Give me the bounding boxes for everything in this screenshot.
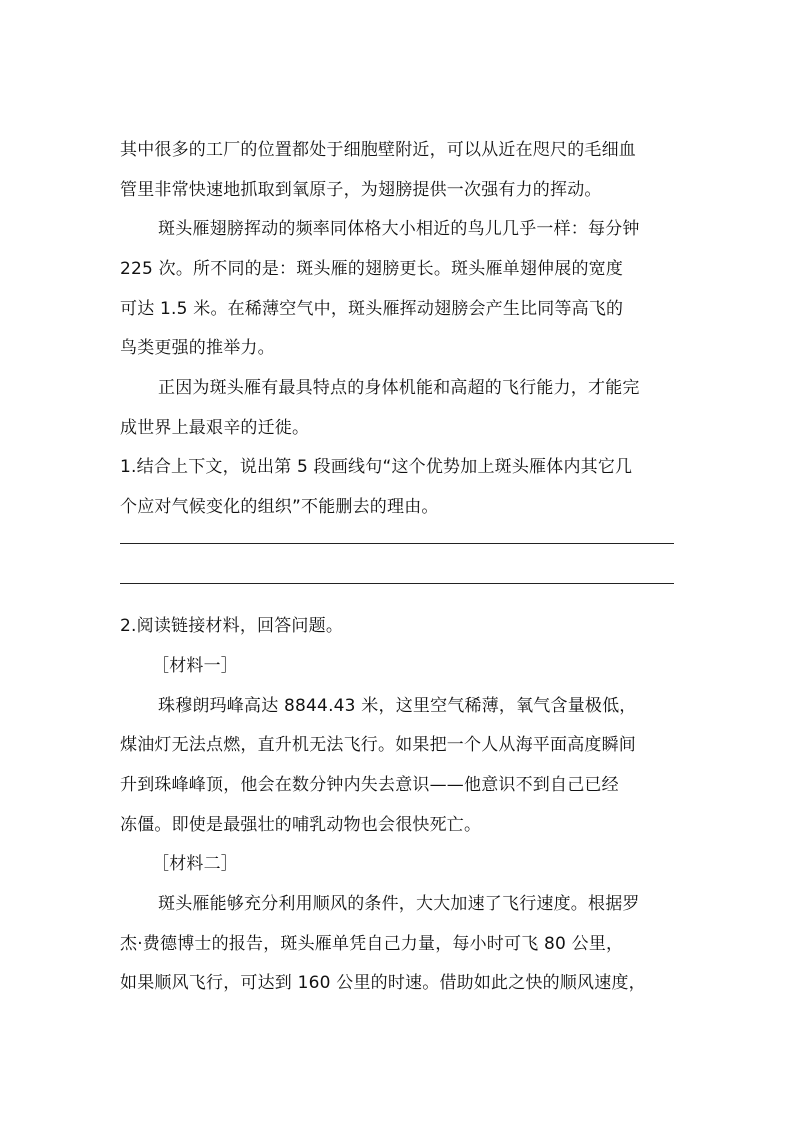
paragraph-line: 其中很多的工厂的位置都处于细胞壁附近，可以从近在咫尺的毛细血 [120, 140, 636, 160]
material-1-heading: ［材料一］ [152, 656, 238, 676]
answer-line[interactable] [120, 543, 674, 544]
paragraph-line: 鸟类更强的推举力。 [120, 338, 275, 358]
question-2-line: 2.阅读链接材料，回答问题。 [120, 616, 344, 636]
paragraph-line: 可达 1.5 米。在稀薄空气中，斑头雁挥动翅膀会产生比同等高飞的 [120, 299, 624, 319]
paragraph-line: 升到珠峰峰顶，他会在数分钟内失去意识——他意识不到自己已经 [120, 775, 619, 795]
paragraph-line: 225 次。所不同的是：斑头雁的翅膀更长。斑头雁单翅伸展的宽度 [120, 259, 624, 279]
paragraph-line: 杰·费德博士的报告，斑头雁单凭自己力量，每小时可飞 80 公里， [120, 934, 624, 954]
material-2-heading: ［材料二］ [152, 854, 238, 874]
paragraph-line: 斑头雁翅膀挥动的频率同体格大小相近的鸟儿几乎一样：每分钟 [158, 219, 640, 239]
paragraph-line: 斑头雁能够充分利用顺风的条件，大大加速了飞行速度。根据罗 [158, 894, 640, 914]
answer-line[interactable] [120, 583, 674, 584]
question-1-line: 个应对气候变化的组织”不能删去的理由。 [120, 497, 439, 517]
paragraph-line: 管里非常快速地抓取到氧原子，为翅膀提供一次强有力的挥动。 [120, 180, 602, 200]
paragraph-line: 煤油灯无法点燃，直升机无法飞行。如果把一个人从海平面高度瞬间 [120, 735, 636, 755]
paragraph-line: 成世界上最艰辛的迁徙。 [120, 418, 310, 438]
question-1-line: 1.结合上下文，说出第 5 段画线句“这个优势加上斑头雁体内其它几 [120, 457, 633, 477]
paragraph-line: 正因为斑头雁有最具特点的身体机能和高超的飞行能力，才能完 [158, 378, 640, 398]
paragraph-line: 珠穆朗玛峰高达 8844.43 米，这里空气稀薄，氧气含量极低， [158, 696, 637, 716]
paragraph-line: 如果顺风飞行，可达到 160 公里的时速。借助如此之快的顺风速度， [120, 973, 646, 993]
paragraph-line: 冻僵。即使是最强壮的哺乳动物也会很快死亡。 [120, 815, 482, 835]
